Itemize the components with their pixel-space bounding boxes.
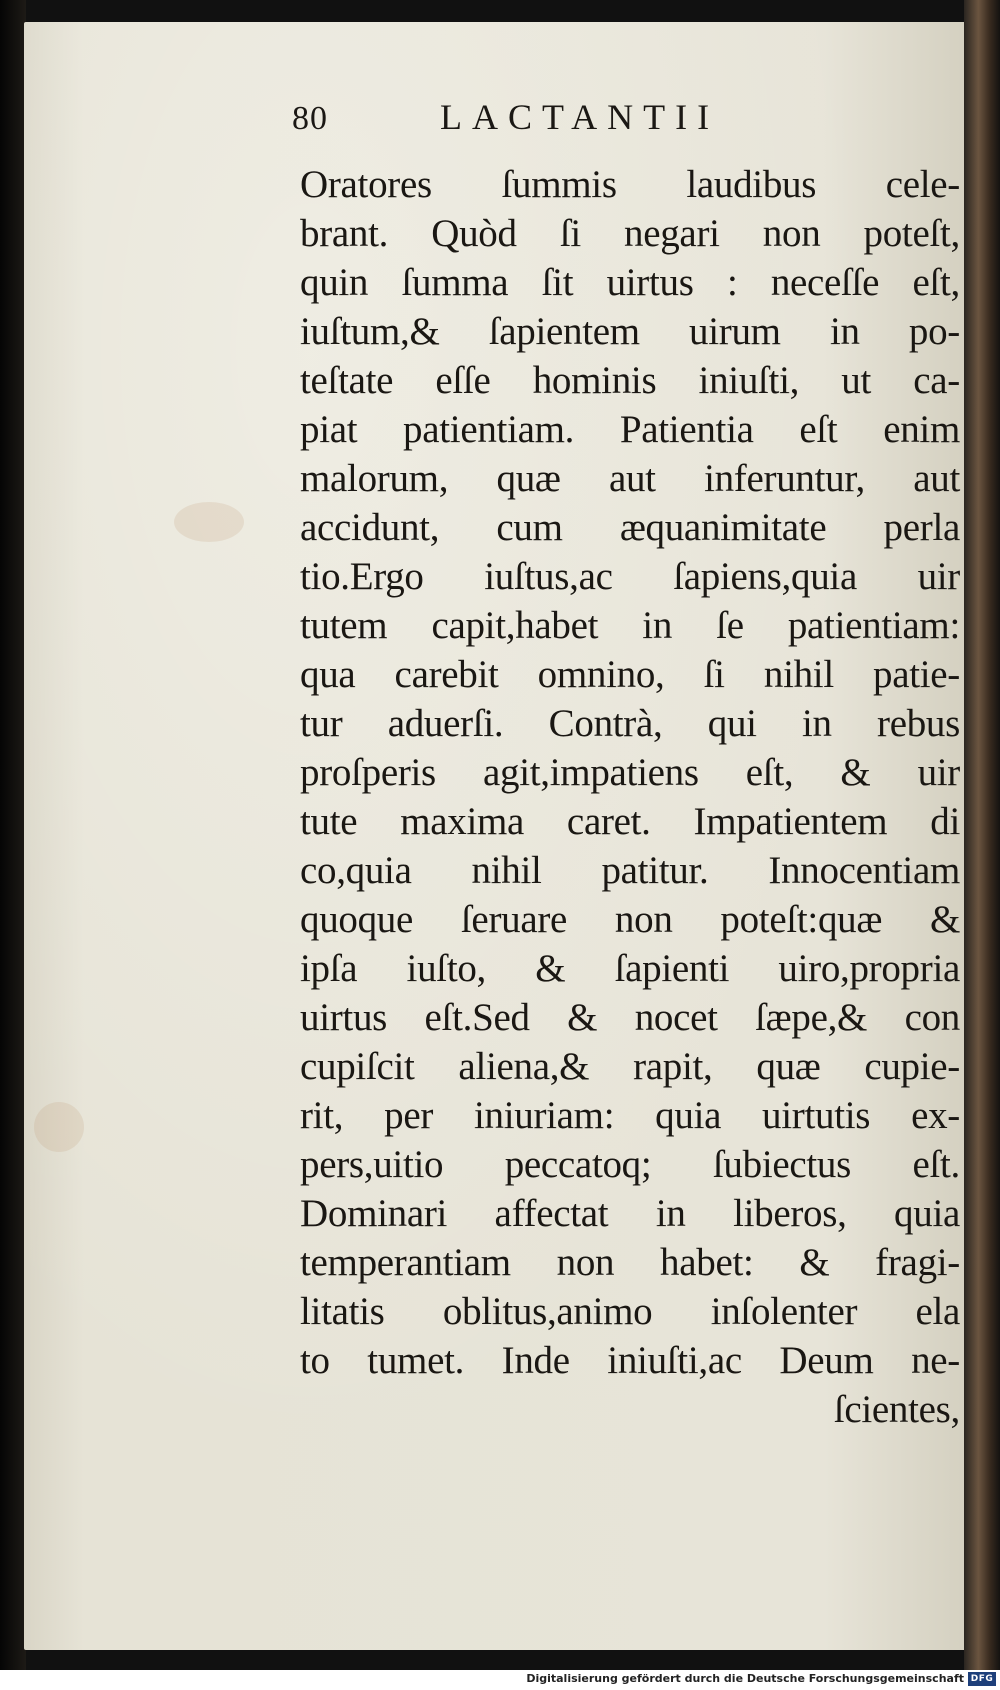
running-title: LACTANTII [440, 97, 720, 137]
text-line: rit, per iniuriam: quia uirtutis ex- [300, 1094, 960, 1137]
text-line: tur aduerſi. Contrà, qui in rebus [300, 702, 960, 745]
footer-credit: Digitalisierung gefördert durch die Deutsche Forschungsgemeinschaft [526, 1672, 964, 1685]
text-line: accidunt, cum æquanimitate perla [300, 506, 960, 549]
text-line: proſperis agit,impatiens eſt, & uir [300, 751, 960, 794]
text-line: tutem capit,habet in ſe patientiam: [300, 604, 960, 647]
text-line: qua carebit omnino, ſi nihil patie- [300, 653, 960, 696]
body-text [300, 160, 960, 1434]
book-spine-shadow [0, 0, 26, 1670]
text-line: cupiſcit aliena,& rapit, quæ cupie- [300, 1045, 960, 1088]
text-line: malorum, quæ aut inferuntur, aut [300, 457, 960, 500]
text-line: litatis oblitus,animo inſolenter ela [300, 1290, 960, 1333]
text-line: quoque ſeruare non poteſt:quæ & [300, 898, 960, 941]
dfg-logo-icon: DFG [968, 1672, 996, 1686]
catchword: ſcientes, [833, 1388, 960, 1431]
text-line: co,quia nihil patitur. Innocentiam [300, 849, 960, 892]
text-line: piat patientiam. Patientia eſt enim [300, 408, 960, 451]
text-line: ipſa iuſto, & ſapienti uiro,propria [300, 947, 960, 990]
page-number: 80 [292, 100, 328, 137]
text-line: Oratores ſummis laudibus cele- [300, 163, 960, 206]
text-line: temperantiam non habet: & fragi- [300, 1241, 960, 1284]
digitization-footer [0, 1670, 1000, 1690]
text-line: Dominari affectat in liberos, quia [300, 1192, 960, 1235]
text-line: pers,uitio peccatoq; ſubiectus eſt. [300, 1143, 960, 1186]
text-line: brant. Quòd ſi negari non poteſt, [300, 212, 960, 255]
running-head [292, 96, 752, 146]
text-line: to tumet. Inde iniuſti,ac Deum ne- [300, 1339, 960, 1382]
paper-stain [174, 502, 244, 542]
page-edge-right [964, 0, 1000, 1670]
text-line: iuſtum,& ſapientem uirum in po- [300, 310, 960, 353]
text-line: quin ſumma ſit uirtus : neceſſe eſt, [300, 261, 960, 304]
text-line: uirtus eſt.Sed & nocet ſæpe,& con [300, 996, 960, 1039]
paper-stain [34, 1102, 84, 1152]
text-line: teſtate eſſe hominis iniuſti, ut ca- [300, 359, 960, 402]
text-line: tio.Ergo iuſtus,ac ſapiens,quia uir [300, 555, 960, 598]
text-line: tute maxima caret. Impatientem di [300, 800, 960, 843]
